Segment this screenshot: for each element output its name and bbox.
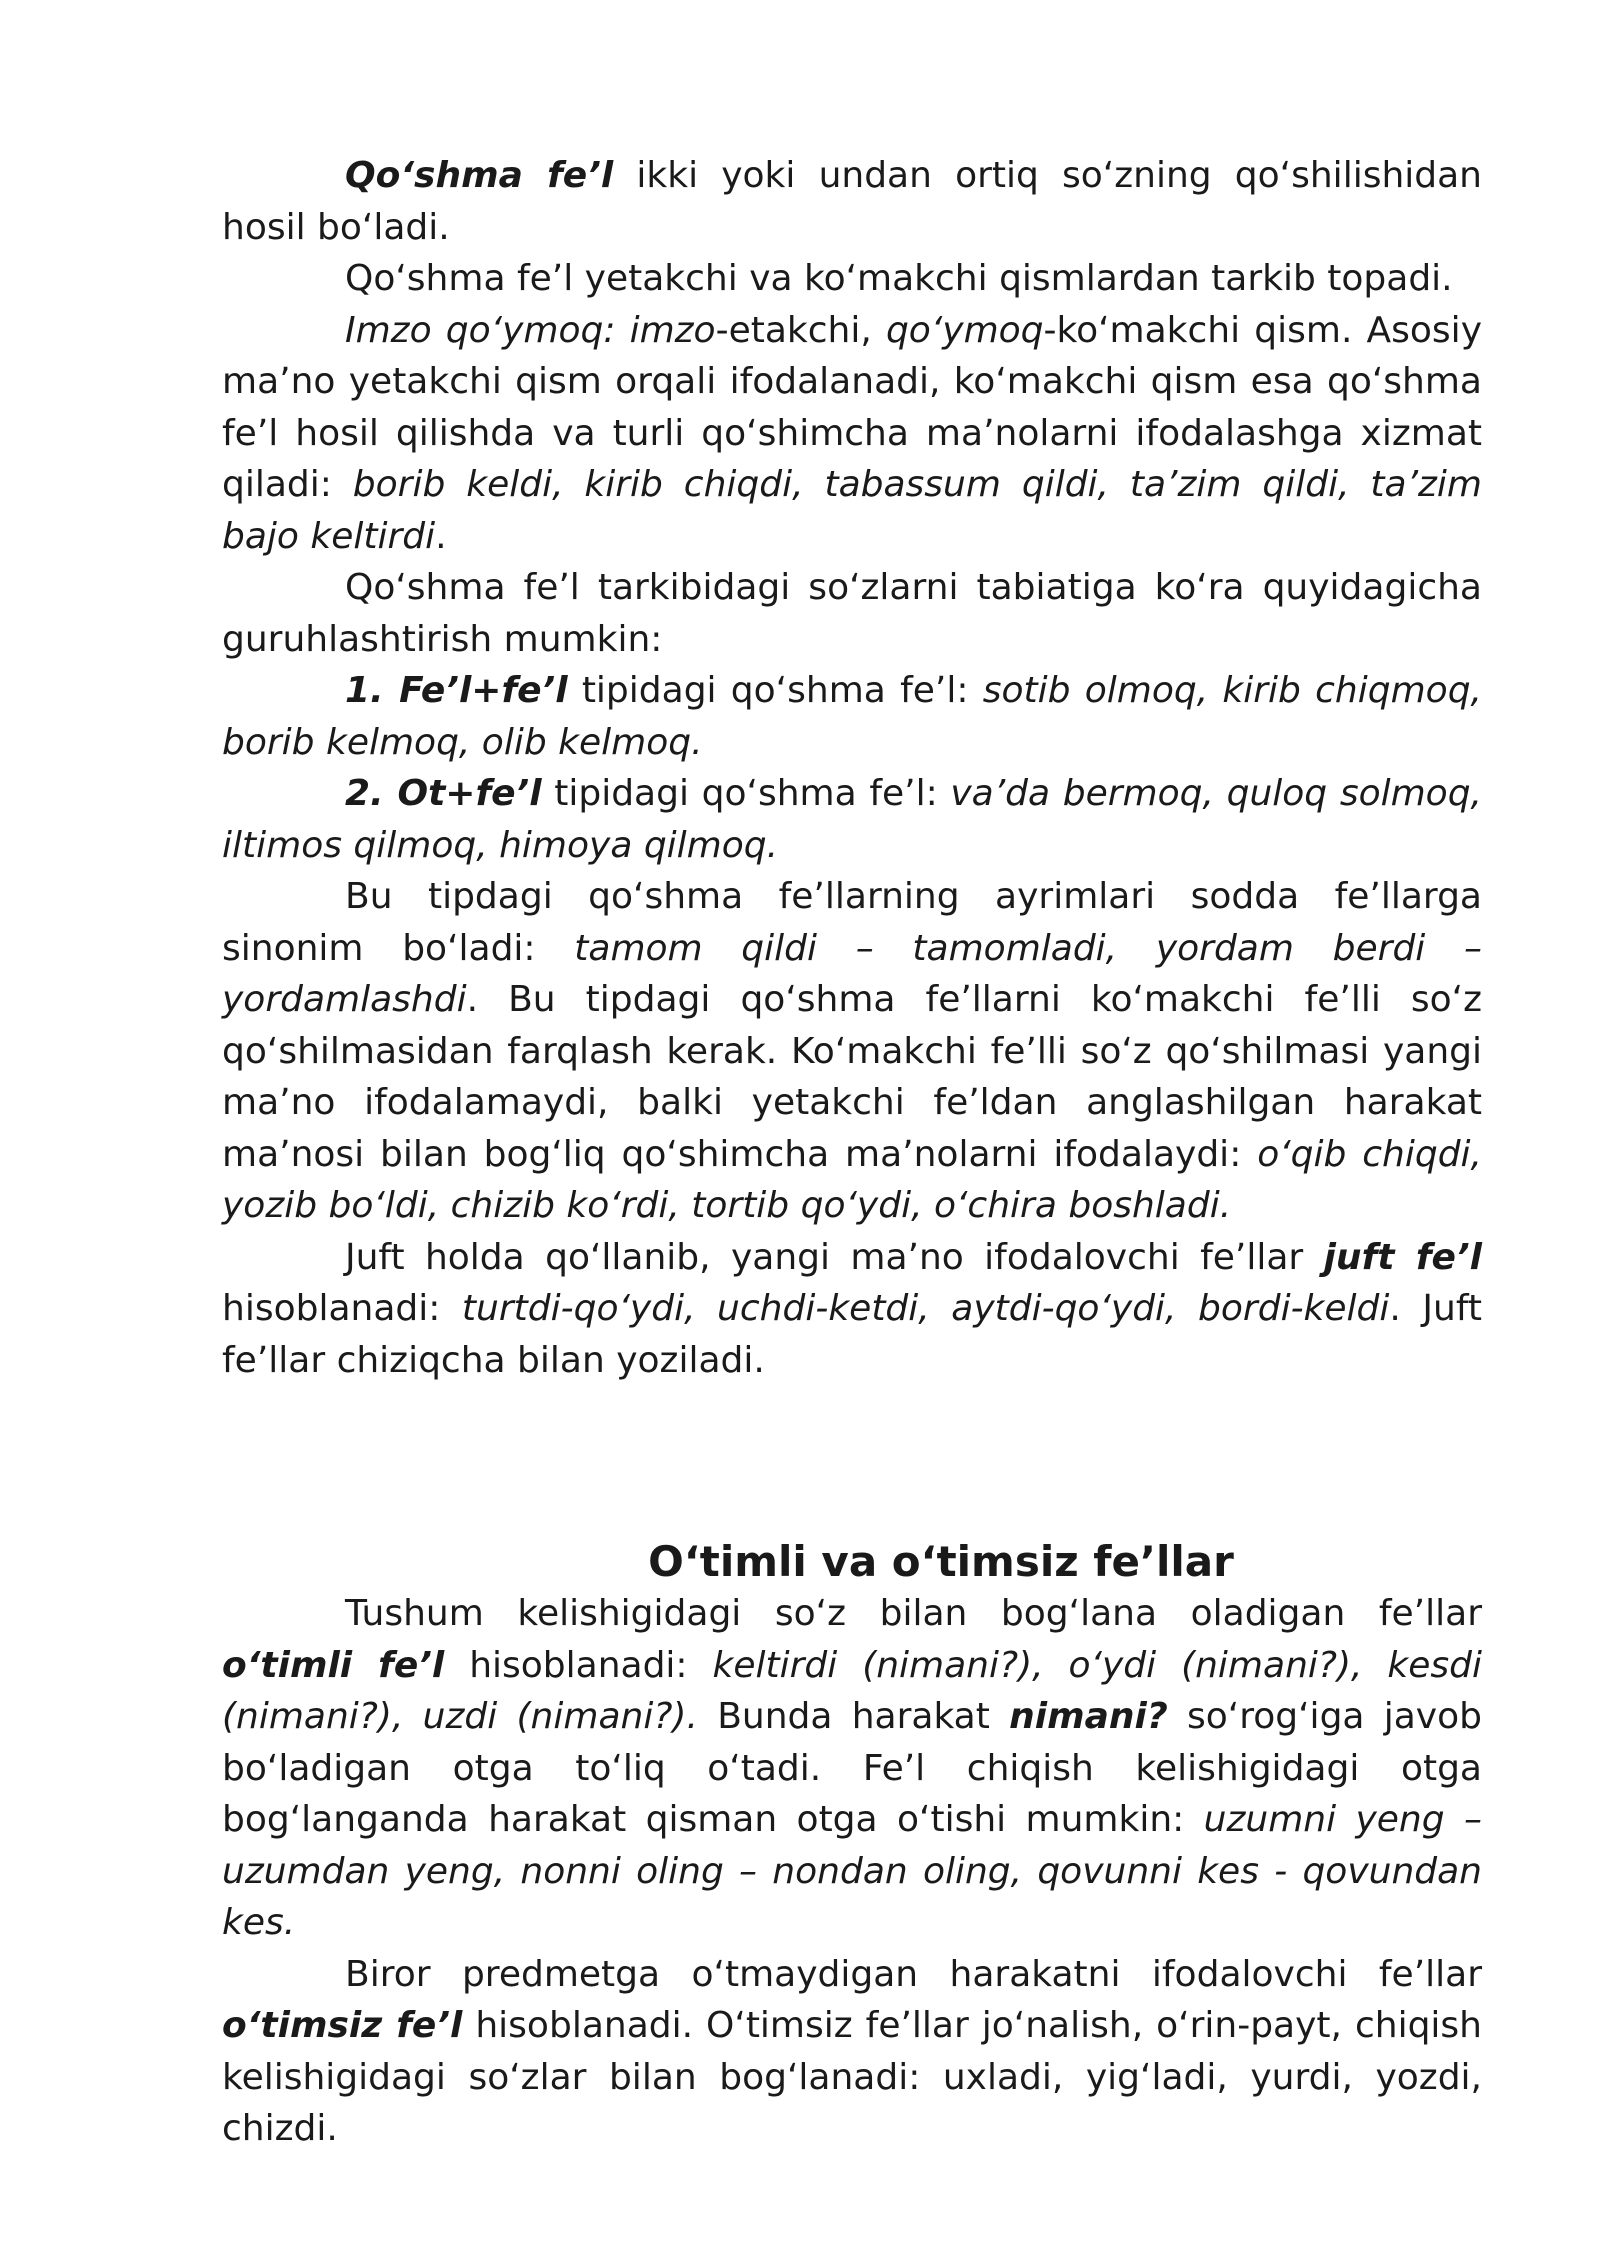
text: Qo‘shma fe’l tarkibidagi so‘zlarni tabiatiga ko‘ra quyidagicha guruhlashtirish mumkin: — [222, 567, 1482, 660]
term-juft-fel: juft fe’l — [1323, 1236, 1482, 1278]
examples-list: sotib olmoq, kirib chiqmoq, borib kelmoq, olib kelmoq. — [222, 670, 1482, 763]
text: . Juft fe’llar chiziqcha bilan yoziladi. — [222, 1288, 1482, 1381]
text: tipidagi qo‘shma fe’l: — [567, 670, 983, 711]
paragraph-otimli — [222, 1588, 1482, 1949]
examples-list: uzumni yeng – uzumdan yeng, nonni oling – nondan oling, qovunni kes - qovundan kes. — [222, 1799, 1482, 1943]
term-otimsiz-fel: o‘timsiz fe’l — [222, 2005, 463, 2046]
section-heading: O‘timli va o‘timsiz fe’llar — [648, 1537, 1234, 1586]
examples-list: borib keldi, kirib chiqdi, tabassum qildi, ta’zim qildi, ta’zim bajo keltirdi — [222, 464, 1482, 557]
examples-list: o‘qib chiqdi, yozib bo‘ldi, chizib ko‘rdi, tortib qo‘ydi, o‘chira boshladi. — [222, 1133, 1482, 1226]
text: . Bu tipdagi qo‘shma fe’llarni ko‘makchi fe’lli so‘z qo‘shilmasidan farqlash kerak. Ko‘makchi fe’lli so‘z qo‘shilmasi yangi ma’no ifodalamaydi, balki yetakchi fe’ldan anglashilgan harakat ma’nosi bilan bog‘liq qo‘shimcha ma’nolarni ifodalaydi: — [222, 979, 1482, 1175]
text: Juft holda qo‘llanib, yangi ma’no ifodalovchi fe’llar — [345, 1236, 1324, 1278]
term-qoshma-fel: Qo‘shma fe’l — [345, 155, 614, 196]
text: Tushum kelishigidagi so‘z bilan bog‘lana oladigan fe’llar — [345, 1593, 1482, 1634]
examples-list: va’da bermoq, quloq solmoq, iltimos qilmoq, himoya qilmoq. — [222, 773, 1482, 866]
text: -etakchi, — [715, 309, 886, 351]
list-item-ot-fel — [222, 768, 1482, 871]
text: . — [435, 515, 447, 557]
examples-list: turtdi-qo‘ydi, uchdi-ketdi, aytdi-qo‘ydi, bordi-keldi — [461, 1288, 1390, 1329]
example: qo‘ymoq — [885, 309, 1044, 351]
text: so‘rog‘iga javob bo‘ladigan otga to‘liq o‘tadi. Fe’l chiqish kelishigidagi otga bog‘langanda harakat qisman otga o‘tishi mumkin: — [222, 1696, 1482, 1840]
document-page — [222, 150, 1482, 2155]
text: hisoblanadi: — [444, 1644, 713, 1686]
item-label: 2. Ot+fe’l — [345, 773, 542, 814]
text: ikki yoki undan ortiq so‘zning qo‘shilishidan hosil bo‘ladi. — [222, 155, 1482, 248]
term-otimli-fel: o‘timli fe’l — [222, 1644, 445, 1686]
text: Bunda harakat — [697, 1696, 1010, 1737]
examples-list: tamom qildi – tamomladi, yordam berdi – yordamlashdi — [222, 927, 1482, 1020]
text: tipidagi qo‘shma fe’l: — [541, 773, 951, 814]
text: hisoblanadi. O‘timsiz fe’llar jo‘nalish, o‘rin-payt, chiqish kelishigidagi so‘zlar bilan bog‘lanadi: uxladi, yig‘ladi, yurdi, yozdi, chizdi. — [222, 2005, 1482, 2149]
paragraph-definition — [222, 150, 1482, 253]
example: Imzo qo‘ymoq: imzo — [345, 309, 716, 351]
text: hisoblanadi: — [222, 1288, 462, 1329]
paragraph-structure — [222, 253, 1482, 305]
text: -ko‘makchi qism. Asosiy ma’no yetakchi qism orqali ifodalanadi, ko‘makchi qism esa qo‘shma fe’l hosil qilishda va turli qo‘shimcha ma’nolarni ifodalashga xizmat qiladi: — [222, 309, 1482, 505]
text: Biror predmetga o‘tmaydigan harakatni ifodalovchi fe’llar — [345, 1953, 1482, 1995]
paragraph-example — [222, 305, 1482, 563]
examples-list: keltirdi (nimani?), o‘ydi (nimani?), kesdi (nimani?), uzdi (nimani?). — [222, 1644, 1483, 1737]
item-label: 1. Fe’l+fe’l — [345, 670, 568, 711]
paragraph-otimsiz — [222, 1949, 1482, 2155]
question-word: nimani? — [1009, 1696, 1168, 1737]
text: Bu tipdagi qo‘shma fe’llarning ayrimlari sodda fe’llarga sinonim bo‘ladi: — [222, 876, 1482, 969]
text: Qo‘shma fe’l yetakchi va ko‘makchi qismlardan tarkib topadi. — [345, 258, 1453, 299]
paragraph-juft-fel — [222, 1232, 1482, 1387]
paragraph-synonyms — [222, 871, 1482, 1232]
paragraph-grouping — [222, 562, 1482, 665]
list-item-fel-fel — [222, 665, 1482, 768]
